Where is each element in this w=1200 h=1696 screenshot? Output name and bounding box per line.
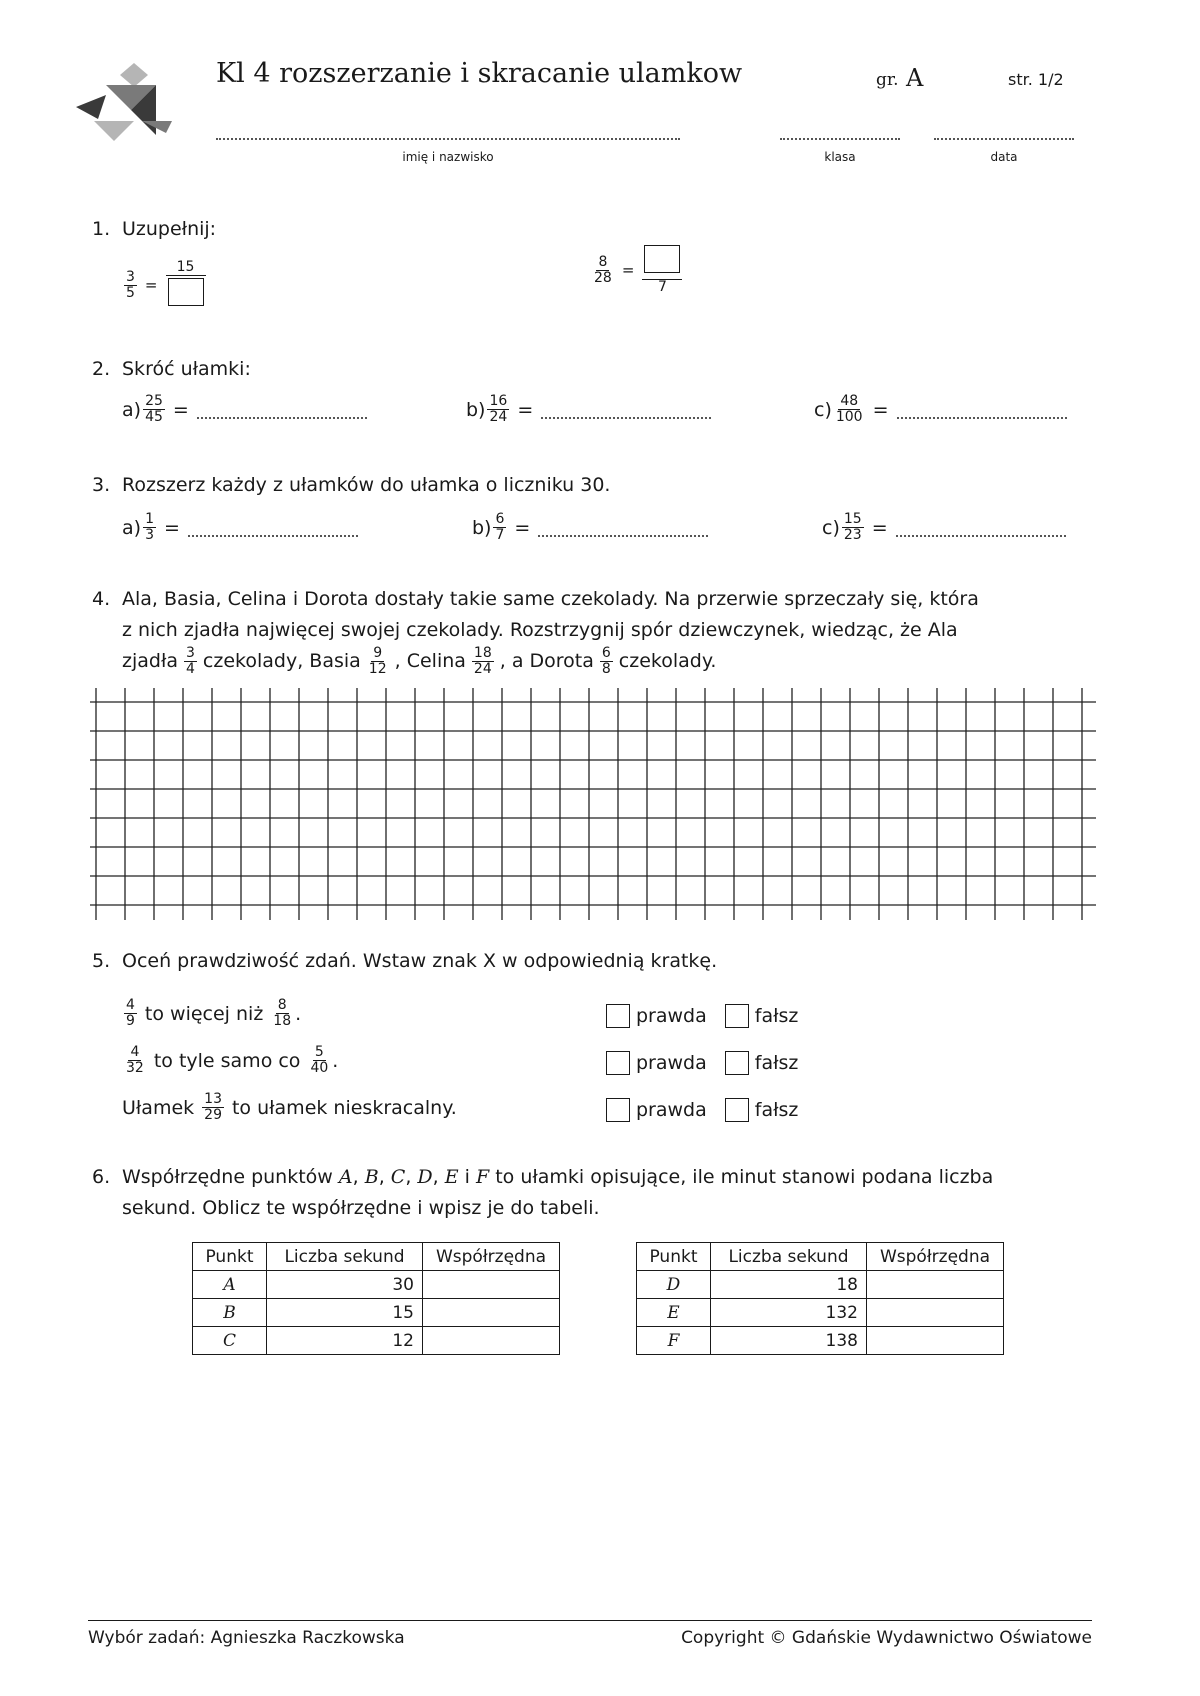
table-row: C 12 [193, 1327, 560, 1355]
statement-1: $\frac{4}{9}$ to więcej niż $\frac{8}{18}$ . [126, 997, 302, 1029]
true-checkbox[interactable] [606, 1051, 630, 1075]
task-1-a: $\frac{3}{5}$ = 15 [122, 260, 208, 310]
task-3-a: a) $\frac{1}{3}$ = [122, 512, 358, 543]
header-seconds: Liczba sekund [266, 1243, 422, 1271]
class-field-label: klasa [824, 150, 856, 164]
task-4-number: 4. [92, 588, 111, 610]
coordinate-cell[interactable] [867, 1299, 1004, 1327]
table-row: D 18 [637, 1271, 1004, 1299]
footer-rule [88, 1620, 1092, 1621]
answer-line[interactable] [188, 535, 358, 537]
false-checkbox[interactable] [725, 1004, 749, 1028]
coordinate-cell[interactable] [423, 1271, 560, 1299]
false-checkbox[interactable] [725, 1051, 749, 1075]
header-coordinate: Współrzędna [867, 1243, 1004, 1271]
answer-box[interactable] [168, 278, 204, 306]
table-row: F 138 [637, 1327, 1004, 1355]
footer-author: Wybór zadań: Agnieszka Raczkowska [88, 1628, 405, 1648]
group-label: gr. [876, 70, 899, 90]
true-checkbox[interactable] [606, 1004, 630, 1028]
statement-3-options: prawda fałsz [606, 1098, 798, 1122]
page-number: str. 1/2 [1008, 70, 1064, 89]
header-seconds: Liczba sekund [710, 1243, 866, 1271]
group-value: A [906, 64, 924, 92]
task-3-text: Rozszerz każdy z ułamków do ułamka o liczniku 30. [122, 474, 611, 496]
answer-line[interactable] [897, 417, 1067, 419]
task-6-line-2: sekund. Oblicz te współrzędne i wpisz je do tabeli. [122, 1197, 600, 1219]
task-1-b: $\frac{8}{28}$ = 7 [590, 245, 684, 295]
table-row: A 30 [193, 1271, 560, 1299]
date-field-label: data [990, 150, 1018, 164]
points-table-left [192, 1242, 560, 1355]
statement-2: $\frac{4}{32}$ to tyle samo co $\frac{5}{40}$ . [126, 1044, 339, 1076]
answer-box[interactable] [644, 245, 680, 273]
task-1-text: Uzupełnij: [122, 218, 217, 240]
header-point: Punkt [637, 1243, 711, 1271]
answer-line[interactable] [197, 417, 367, 419]
table-row: B 15 [193, 1299, 560, 1327]
task-3-b: b) $\frac{6}{7}$ = [472, 512, 708, 543]
true-checkbox[interactable] [606, 1098, 630, 1122]
coordinate-cell[interactable] [423, 1327, 560, 1355]
answer-line[interactable] [538, 535, 708, 537]
points-table-right [636, 1242, 1004, 1355]
answer-line[interactable] [896, 535, 1066, 537]
date-field[interactable] [934, 138, 1074, 140]
task-1-number: 1. [92, 218, 111, 240]
answer-grid[interactable] [90, 688, 1096, 920]
task-5-number: 5. [92, 950, 111, 972]
task-6-line-1: Współrzędne punktów A, B, C, D, E i F to ułamki opisujące, ile minut stanowi podana liczba [122, 1166, 994, 1188]
name-field[interactable] [216, 138, 680, 140]
task-3-number: 3. [92, 474, 111, 496]
task-4-line-3: zjadła $\frac{3}{4}$ czekolady, Basia $\frac{9}{12}$ , Celina $\frac{18}{24}$ , a Dorota $\frac{6}{8}$ czekolady. [122, 645, 717, 677]
coordinate-cell[interactable] [423, 1299, 560, 1327]
statement-3: Ułamek $\frac{13}{29}$ to ułamek nieskracalny. [122, 1091, 457, 1123]
statement-1-options: prawda fałsz [606, 1004, 798, 1028]
task-4-line-1: Ala, Basia, Celina i Dorota dostały takie same czekolady. Na przerwie sprzeczały się, która [122, 588, 979, 610]
publisher-logo [76, 55, 186, 145]
statement-2-options: prawda fałsz [606, 1051, 798, 1075]
task-6-number: 6. [92, 1166, 111, 1188]
task-2-c: c) $\frac{48}{100}$ = [814, 394, 1067, 425]
header-point: Punkt [193, 1243, 267, 1271]
task-2-number: 2. [92, 358, 111, 380]
task-2-b: b) $\frac{16}{24}$ = [466, 394, 711, 425]
name-field-label: imię i nazwisko [402, 150, 494, 164]
page-title: Kl 4 rozszerzanie i skracanie ulamkow [216, 58, 743, 89]
footer-copyright: Copyright © Gdańskie Wydawnictwo Oświatowe [681, 1628, 1092, 1648]
coordinate-cell[interactable] [867, 1327, 1004, 1355]
table-row: E 132 [637, 1299, 1004, 1327]
task-3-c: c) $\frac{15}{23}$ = [822, 512, 1066, 543]
class-field[interactable] [780, 138, 900, 140]
task-5-text: Oceń prawdziwość zdań. Wstaw znak X w odpowiednią kratkę. [122, 950, 718, 972]
task-4-line-2: z nich zjadła najwięcej swojej czekolady. Rozstrzygnij spór dziewczynek, wiedząc, że Ala [122, 619, 958, 641]
header-coordinate: Współrzędna [423, 1243, 560, 1271]
task-2-text: Skróć ułamki: [122, 358, 251, 380]
coordinate-cell[interactable] [867, 1271, 1004, 1299]
false-checkbox[interactable] [725, 1098, 749, 1122]
task-2-a: a) $\frac{25}{45}$ = [122, 394, 367, 425]
answer-line[interactable] [541, 417, 711, 419]
